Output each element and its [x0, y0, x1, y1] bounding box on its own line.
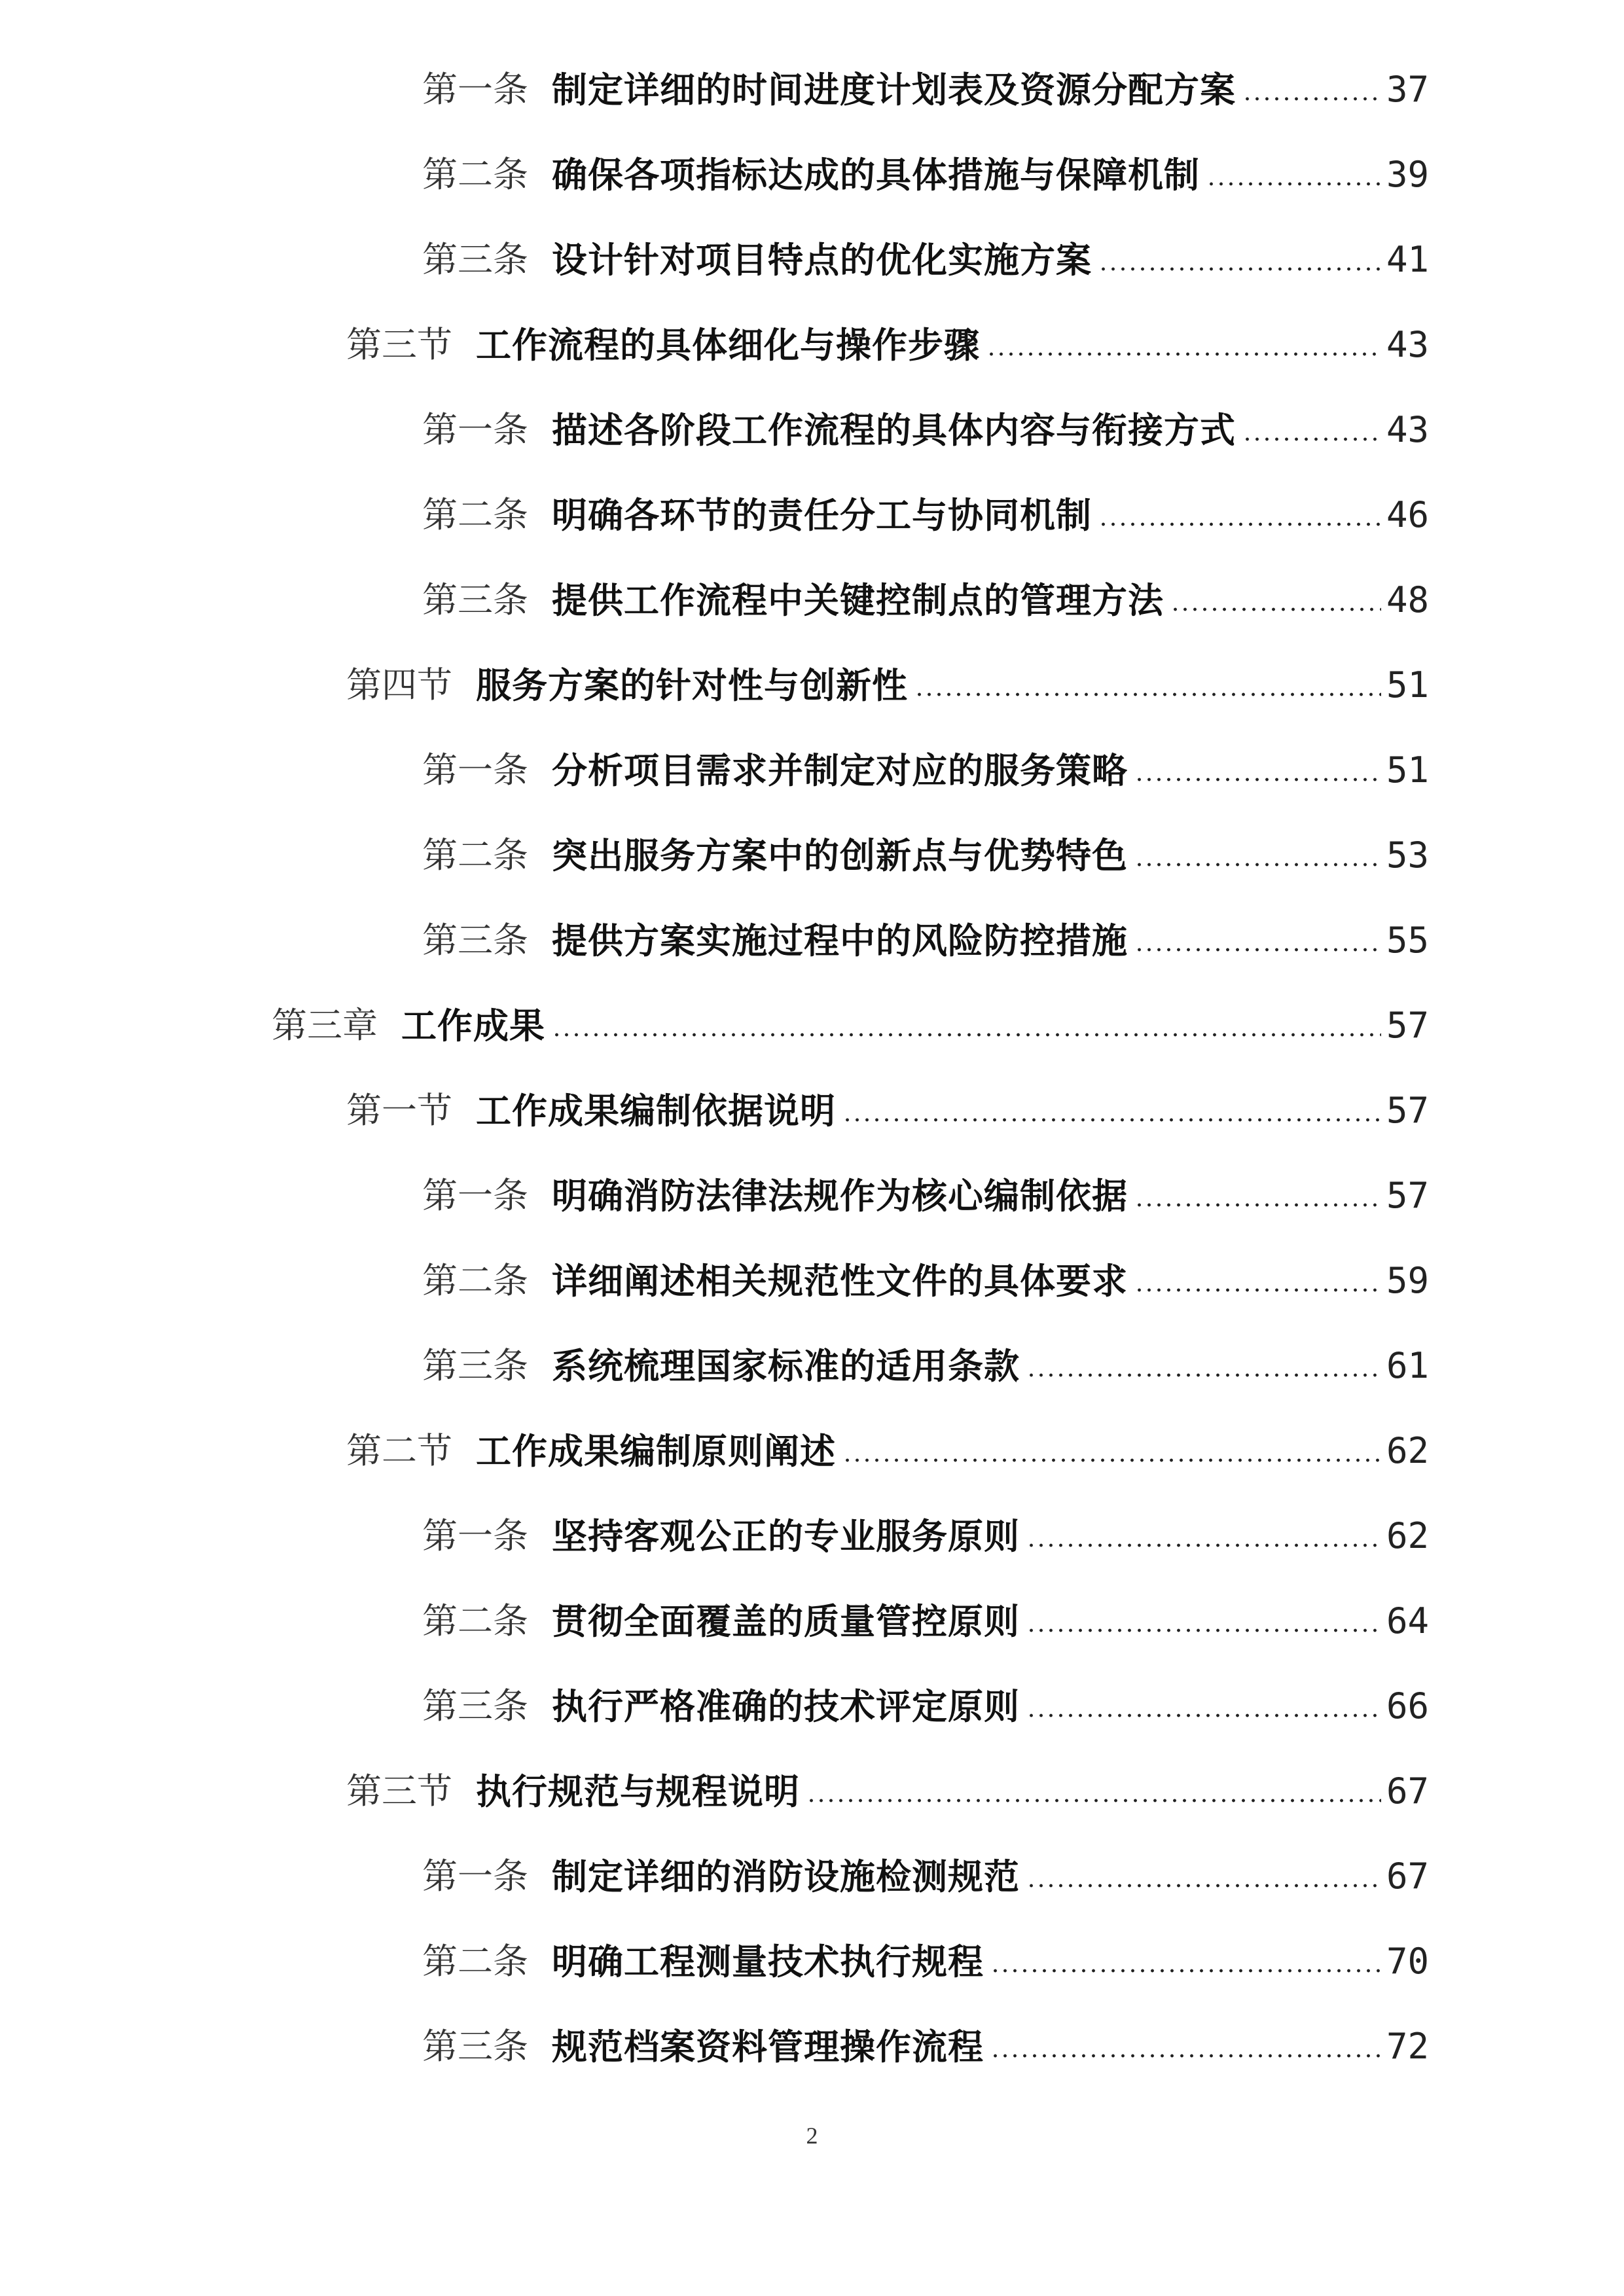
- dot-leader: [1026, 1628, 1381, 1632]
- toc-entry-title: 确保各项指标达成的具体措施与保障机制: [552, 154, 1200, 196]
- toc-entry-number: 第一条: [422, 1856, 528, 1897]
- toc-entry-number: 第四节: [346, 664, 452, 706]
- toc-entry-page: 51: [1386, 664, 1429, 706]
- toc-entry-title: 突出服务方案中的创新点与优势特色: [552, 834, 1128, 876]
- toc-entry-title: 服务方案的针对性与创新性: [476, 664, 908, 706]
- dot-leader: [552, 1033, 1381, 1037]
- toc-entry-title: 执行严格准确的技术评定原则: [552, 1685, 1020, 1727]
- dot-leader: [1134, 1203, 1381, 1207]
- toc-entry-title: 工作成果编制依据说明: [476, 1090, 836, 1132]
- toc-entry-number: 第三条: [422, 1685, 528, 1727]
- toc-entry-number: 第三条: [422, 1345, 528, 1386]
- toc-entry-page: 43: [1386, 409, 1429, 450]
- toc-entry-page: 37: [1386, 69, 1429, 110]
- dot-leader: [1242, 437, 1381, 441]
- dot-leader: [1242, 97, 1381, 101]
- toc-entry[interactable]: [422, 134, 1429, 196]
- toc-entry-title: 明确各环节的责任分工与协同机制: [552, 494, 1092, 536]
- toc-entry-number: 第一条: [422, 749, 528, 791]
- dot-leader: [990, 1969, 1381, 1973]
- toc-entry-page: 51: [1386, 749, 1429, 791]
- dot-leader: [1134, 948, 1381, 952]
- dot-leader: [1026, 1713, 1381, 1717]
- toc-entry[interactable]: [422, 1155, 1429, 1217]
- toc-entry[interactable]: [422, 48, 1429, 111]
- toc-entry-title: 工作成果: [401, 1005, 545, 1047]
- toc-entry-number: 第三章: [272, 1005, 378, 1046]
- toc-entry[interactable]: [422, 729, 1429, 791]
- dot-leader: [1026, 1543, 1381, 1547]
- toc-entry-number: 第三节: [346, 324, 452, 365]
- toc-entry-title: 工作成果编制原则阐述: [476, 1430, 836, 1472]
- toc-entry-page: 43: [1386, 324, 1429, 365]
- toc-entry-page: 57: [1386, 1005, 1429, 1046]
- toc-entry[interactable]: [422, 1580, 1429, 1642]
- toc-entry-number: 第三条: [422, 920, 528, 961]
- toc-entry[interactable]: [422, 899, 1429, 961]
- toc-entry[interactable]: [346, 1069, 1429, 1132]
- dot-leader: [986, 352, 1381, 356]
- toc-entry-page: 59: [1386, 1260, 1429, 1301]
- toc-entry[interactable]: [422, 1325, 1429, 1387]
- toc-entry-title: 提供方案实施过程中的风险防控措施: [552, 920, 1128, 961]
- toc-entry-title: 贯彻全面覆盖的质量管控原则: [552, 1600, 1020, 1642]
- toc-entry-title: 规范档案资料管理操作流程: [552, 2026, 984, 2068]
- toc-entry[interactable]: [422, 389, 1429, 451]
- toc-entry-page: 53: [1386, 834, 1429, 876]
- toc-entry-number: 第二条: [422, 1941, 528, 1982]
- dot-leader: [842, 1118, 1381, 1122]
- dot-leader: [1134, 1288, 1381, 1292]
- toc-entry-number: 第三条: [422, 2026, 528, 2067]
- dot-leader: [1026, 1373, 1381, 1377]
- toc-entry-number: 第三条: [422, 239, 528, 280]
- toc-entry-number: 第二条: [422, 1600, 528, 1641]
- toc-entry[interactable]: [422, 1665, 1429, 1727]
- toc-entry-page: 72: [1386, 2026, 1429, 2067]
- toc-entry-number: 第二节: [346, 1430, 452, 1471]
- page-number: 2: [806, 2123, 818, 2149]
- toc-entry-number: 第二条: [422, 834, 528, 876]
- dot-leader: [1026, 1884, 1381, 1888]
- toc-entry-page: 62: [1386, 1515, 1429, 1556]
- toc-entry-title: 执行规范与规程说明: [476, 1770, 800, 1812]
- toc-entry-page: 57: [1386, 1090, 1429, 1131]
- toc-entry-page: 39: [1386, 154, 1429, 195]
- toc-entry-page: 61: [1386, 1345, 1429, 1386]
- toc-entry-number: 第三条: [422, 579, 528, 620]
- toc-entry-page: 67: [1386, 1856, 1429, 1897]
- toc-entry-number: 第一条: [422, 69, 528, 110]
- toc-entry[interactable]: [346, 304, 1429, 366]
- toc-entry[interactable]: [346, 1750, 1429, 1812]
- toc-entry[interactable]: [422, 1920, 1429, 1982]
- dot-leader: [1206, 182, 1381, 186]
- dot-leader: [842, 1458, 1381, 1462]
- toc-entry-title: 分析项目需求并制定对应的服务策略: [552, 749, 1128, 791]
- toc-entry[interactable]: [422, 2005, 1429, 2068]
- toc-entry-number: 第二条: [422, 154, 528, 195]
- toc-entry-page: 66: [1386, 1685, 1429, 1727]
- toc-entry-page: 67: [1386, 1770, 1429, 1812]
- toc-entry-number: 第三节: [346, 1770, 452, 1812]
- toc-entry[interactable]: [422, 1240, 1429, 1302]
- toc-entry-page: 41: [1386, 239, 1429, 280]
- toc-entry-number: 第二条: [422, 1260, 528, 1301]
- toc-entry-title: 制定详细的时间进度计划表及资源分配方案: [552, 69, 1236, 111]
- dot-leader: [1134, 863, 1381, 867]
- toc-entry[interactable]: [422, 474, 1429, 536]
- toc-entry-number: 第一条: [422, 1515, 528, 1556]
- toc-entry-title: 详细阐述相关规范性文件的具体要求: [552, 1260, 1128, 1302]
- toc-entry[interactable]: [422, 814, 1429, 876]
- dot-leader: [990, 2054, 1381, 2058]
- toc-entry-page: 46: [1386, 494, 1429, 535]
- toc-entry[interactable]: [422, 1495, 1429, 1557]
- toc-entry-page: 55: [1386, 920, 1429, 961]
- toc-entry[interactable]: [422, 1835, 1429, 1897]
- toc-entry-title: 明确工程测量技术执行规程: [552, 1941, 984, 1982]
- dot-leader: [806, 1799, 1381, 1803]
- toc-entry-page: 48: [1386, 579, 1429, 620]
- toc-entry-page: 64: [1386, 1600, 1429, 1641]
- toc-entry-number: 第一条: [422, 1175, 528, 1216]
- toc-entry-title: 坚持客观公正的专业服务原则: [552, 1515, 1020, 1557]
- toc-entry-title: 设计针对项目特点的优化实施方案: [552, 239, 1092, 281]
- toc-entry-page: 57: [1386, 1175, 1429, 1216]
- dot-leader: [914, 692, 1381, 696]
- toc-entry[interactable]: [346, 1410, 1429, 1472]
- toc-entry-page: 62: [1386, 1430, 1429, 1471]
- toc-entry-title: 工作流程的具体细化与操作步骤: [476, 324, 980, 366]
- toc-entry[interactable]: [422, 219, 1429, 281]
- toc-entry[interactable]: [272, 984, 1429, 1047]
- dot-leader: [1098, 267, 1381, 271]
- toc-entry-number: 第一节: [346, 1090, 452, 1131]
- toc-entry-title: 提供工作流程中关键控制点的管理方法: [552, 579, 1164, 621]
- toc-entry-title: 系统梳理国家标准的适用条款: [552, 1345, 1020, 1387]
- dot-leader: [1134, 778, 1381, 781]
- toc-entry-page: 70: [1386, 1941, 1429, 1982]
- toc-entry-number: 第二条: [422, 494, 528, 535]
- dot-leader: [1098, 522, 1381, 526]
- dot-leader: [1170, 607, 1381, 611]
- toc-entry-title: 制定详细的消防设施检测规范: [552, 1856, 1020, 1897]
- toc-entry[interactable]: [422, 559, 1429, 621]
- toc-entry-title: 描述各阶段工作流程的具体内容与衔接方式: [552, 409, 1236, 451]
- toc-entry-number: 第一条: [422, 409, 528, 450]
- toc-entry[interactable]: [346, 644, 1429, 706]
- toc-entry-title: 明确消防法律法规作为核心编制依据: [552, 1175, 1128, 1217]
